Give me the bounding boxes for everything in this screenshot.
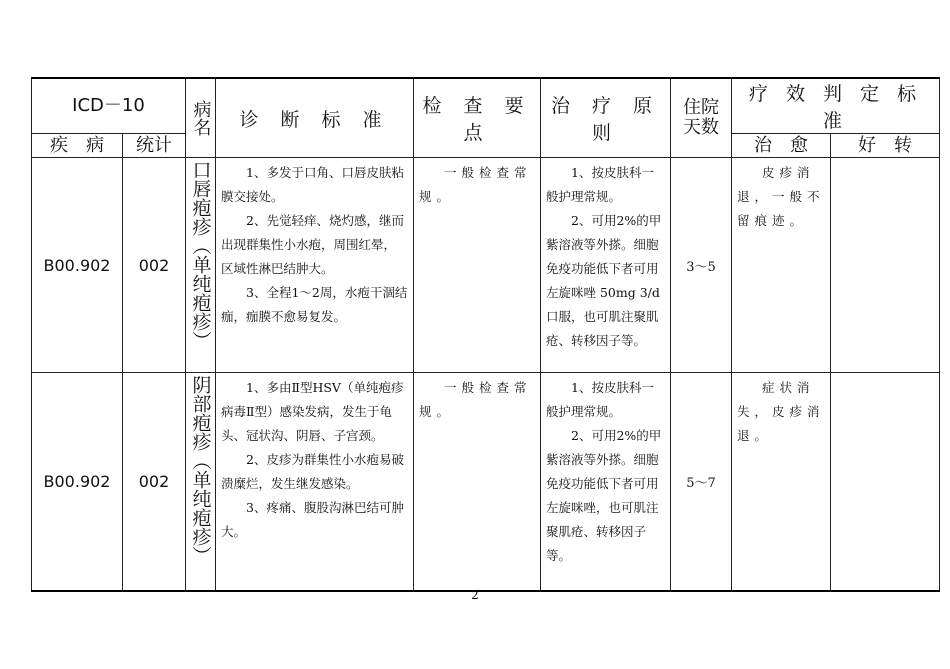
disease-name-cell: [186, 158, 216, 373]
check-cell: [414, 158, 541, 373]
disease-name: 阴部疱疹（单纯疱疹）: [189, 375, 212, 565]
diag-item: 1、多发于口角、口唇皮肤粘膜交接处。: [221, 165, 404, 204]
diag-item: 2、先觉轻痒、烧灼感，继而出现群集性小水疱，周围红晕，区域性淋巴结肿大。: [221, 213, 404, 276]
cure-text: 症状消失，皮疹消退。: [737, 380, 825, 443]
disease-name: 口唇疱疹（单纯疱疹）: [189, 160, 212, 350]
table-row: [32, 158, 940, 373]
days-cell: 3～5: [671, 158, 732, 373]
treat-cell: [541, 373, 671, 591]
diag-item: 3、全程1～2周，水疱干涸结痂，痂膜不愈易复发。: [221, 285, 408, 324]
icd-header: ICD－10: [32, 78, 186, 134]
page-number: 2: [471, 588, 479, 602]
stat-code: 002: [123, 373, 186, 591]
check-text: 一般检查常规。: [419, 380, 532, 419]
diag-item: 2、皮疹为群集性小水疱易破溃糜烂，发生继发感染。: [221, 452, 404, 491]
stat-header: 统计: [123, 134, 186, 158]
cure-text: 皮疹消退，一般不留痕迹。: [737, 165, 825, 228]
diag-header: 诊 断 标 准: [216, 78, 414, 158]
improve-header: 好 转: [831, 134, 940, 158]
effect-header: 疗 效 判 定 标 准: [732, 78, 940, 134]
disease-name-cell: [186, 373, 216, 591]
disease-header: 疾 病: [32, 134, 123, 158]
treat-item: 2、可用2%的甲紫溶液等外搽。细胞免疫功能低下者可用左旋咪唑 50mg 3/d 口服，也可肌注聚肌疮、转移因子等。: [546, 213, 662, 348]
check-cell: [414, 373, 541, 591]
disease-code: B00.902: [32, 373, 123, 591]
days-header: [671, 78, 732, 158]
cure-header: 治 愈: [732, 134, 831, 158]
name-header: [186, 78, 216, 158]
treat-cell: [541, 158, 671, 373]
check-text: 一般检查常规。: [419, 165, 532, 204]
improve-cell: [831, 373, 940, 591]
treat-item: 1、按皮肤科一般护理常规。: [546, 165, 654, 204]
diag-cell: [216, 158, 414, 373]
treat-header: 治 疗 原 则: [541, 78, 671, 158]
stat-code: 002: [123, 158, 186, 373]
days-cell: 5～7: [671, 373, 732, 591]
table-row: [32, 373, 940, 591]
cure-cell: [732, 373, 831, 591]
diag-cell: [216, 373, 414, 591]
disease-standard-table: [31, 77, 940, 592]
treat-item: 2、可用2%的甲紫溶液等外搽。细胞免疫功能低下者可用左旋咪唑，也可肌注聚肌疮、转移因子等。: [546, 428, 662, 563]
check-header: 检 查 要 点: [414, 78, 541, 158]
improve-cell: [831, 158, 940, 373]
diag-item: 1、多由Ⅱ型HSV（单纯疱疹病毒Ⅱ型）感染发病，发生于龟头、冠状沟、阴唇、子宫颈。: [221, 380, 404, 443]
days-header-text: 住院天数: [683, 97, 719, 138]
name-header-text: 病名: [190, 100, 212, 136]
diag-item: 3、疼痛、腹股沟淋巴结可肿大。: [221, 500, 404, 539]
disease-code: B00.902: [32, 158, 123, 373]
cure-cell: [732, 158, 831, 373]
treat-item: 1、按皮肤科一般护理常规。: [546, 380, 654, 419]
